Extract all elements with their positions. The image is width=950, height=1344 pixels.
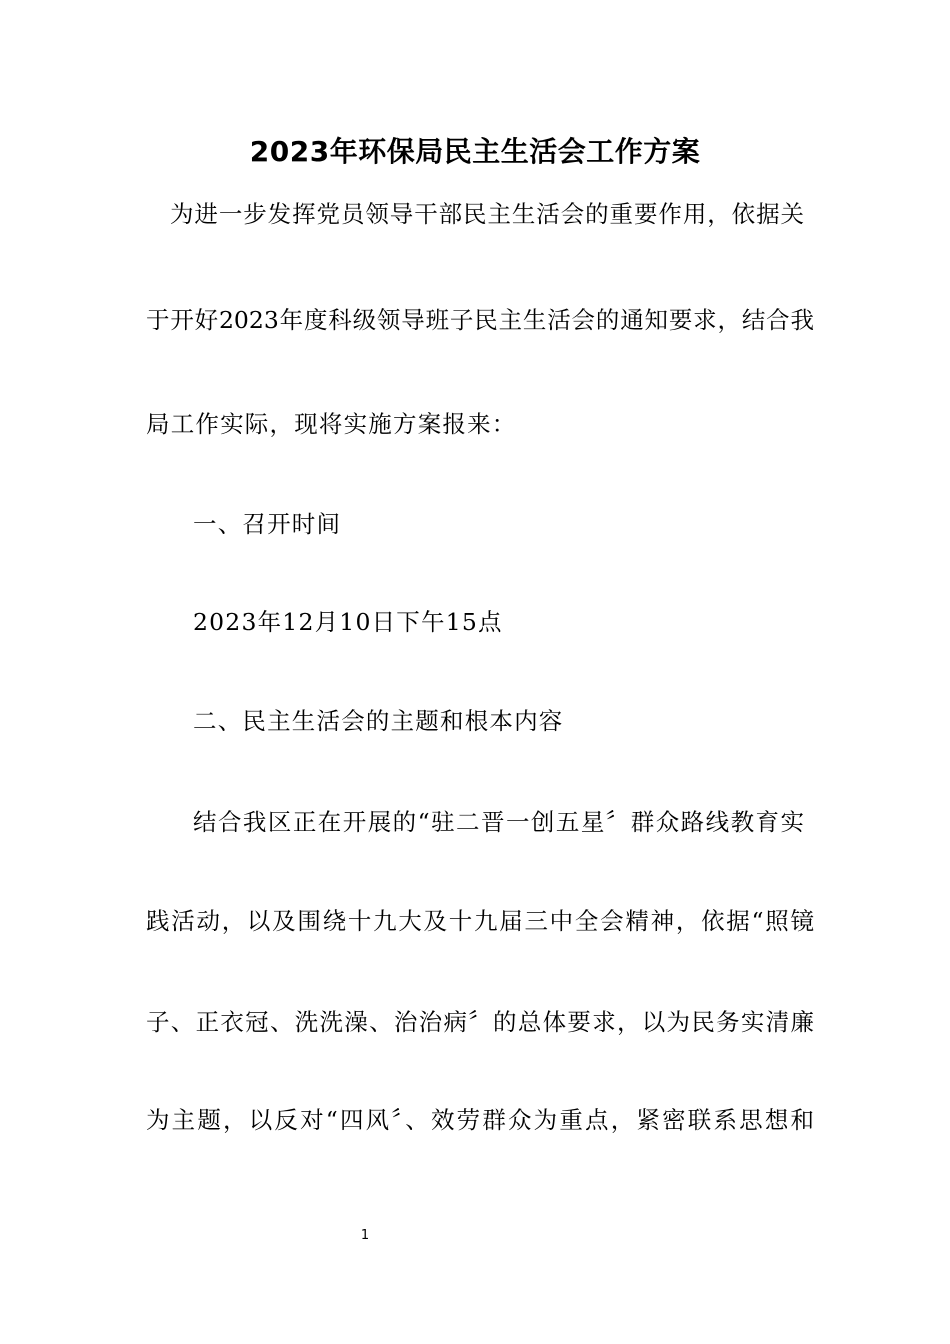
- paragraph-line: 局工作实际，现将实施方案报来：: [146, 410, 517, 438]
- paragraph-line: 为进一步发挥党员领导干部民主生活会的重要作用，依据关: [170, 200, 804, 228]
- document-title: 2023年环保局民主生活会工作方案: [249, 135, 701, 168]
- section-heading: 一、召开时间: [193, 510, 342, 538]
- paragraph-line: 子、正衣冠、洗洗澡、治治病〞的总体要求，以为民务实清廉: [146, 1008, 814, 1036]
- paragraph-line: 结合我区正在开展的“驻二晋一创五星〞群众路线教育实: [193, 808, 804, 836]
- paragraph-line: 为主题，以反对“四风〞、效劳群众为重点，紧密联系思想和: [146, 1106, 814, 1134]
- page-number: 1: [360, 1228, 370, 1243]
- paragraph-line: 于开好2023年度科级领导班子民主生活会的通知要求，结合我: [146, 306, 814, 334]
- paragraph-line: 践活动，以及围绕十九大及十九届三中全会精神，依据“照镜: [146, 907, 814, 935]
- section-heading: 二、民主生活会的主题和根本内容: [193, 707, 564, 735]
- paragraph-line: 2023年12月10日下午15点: [193, 608, 503, 636]
